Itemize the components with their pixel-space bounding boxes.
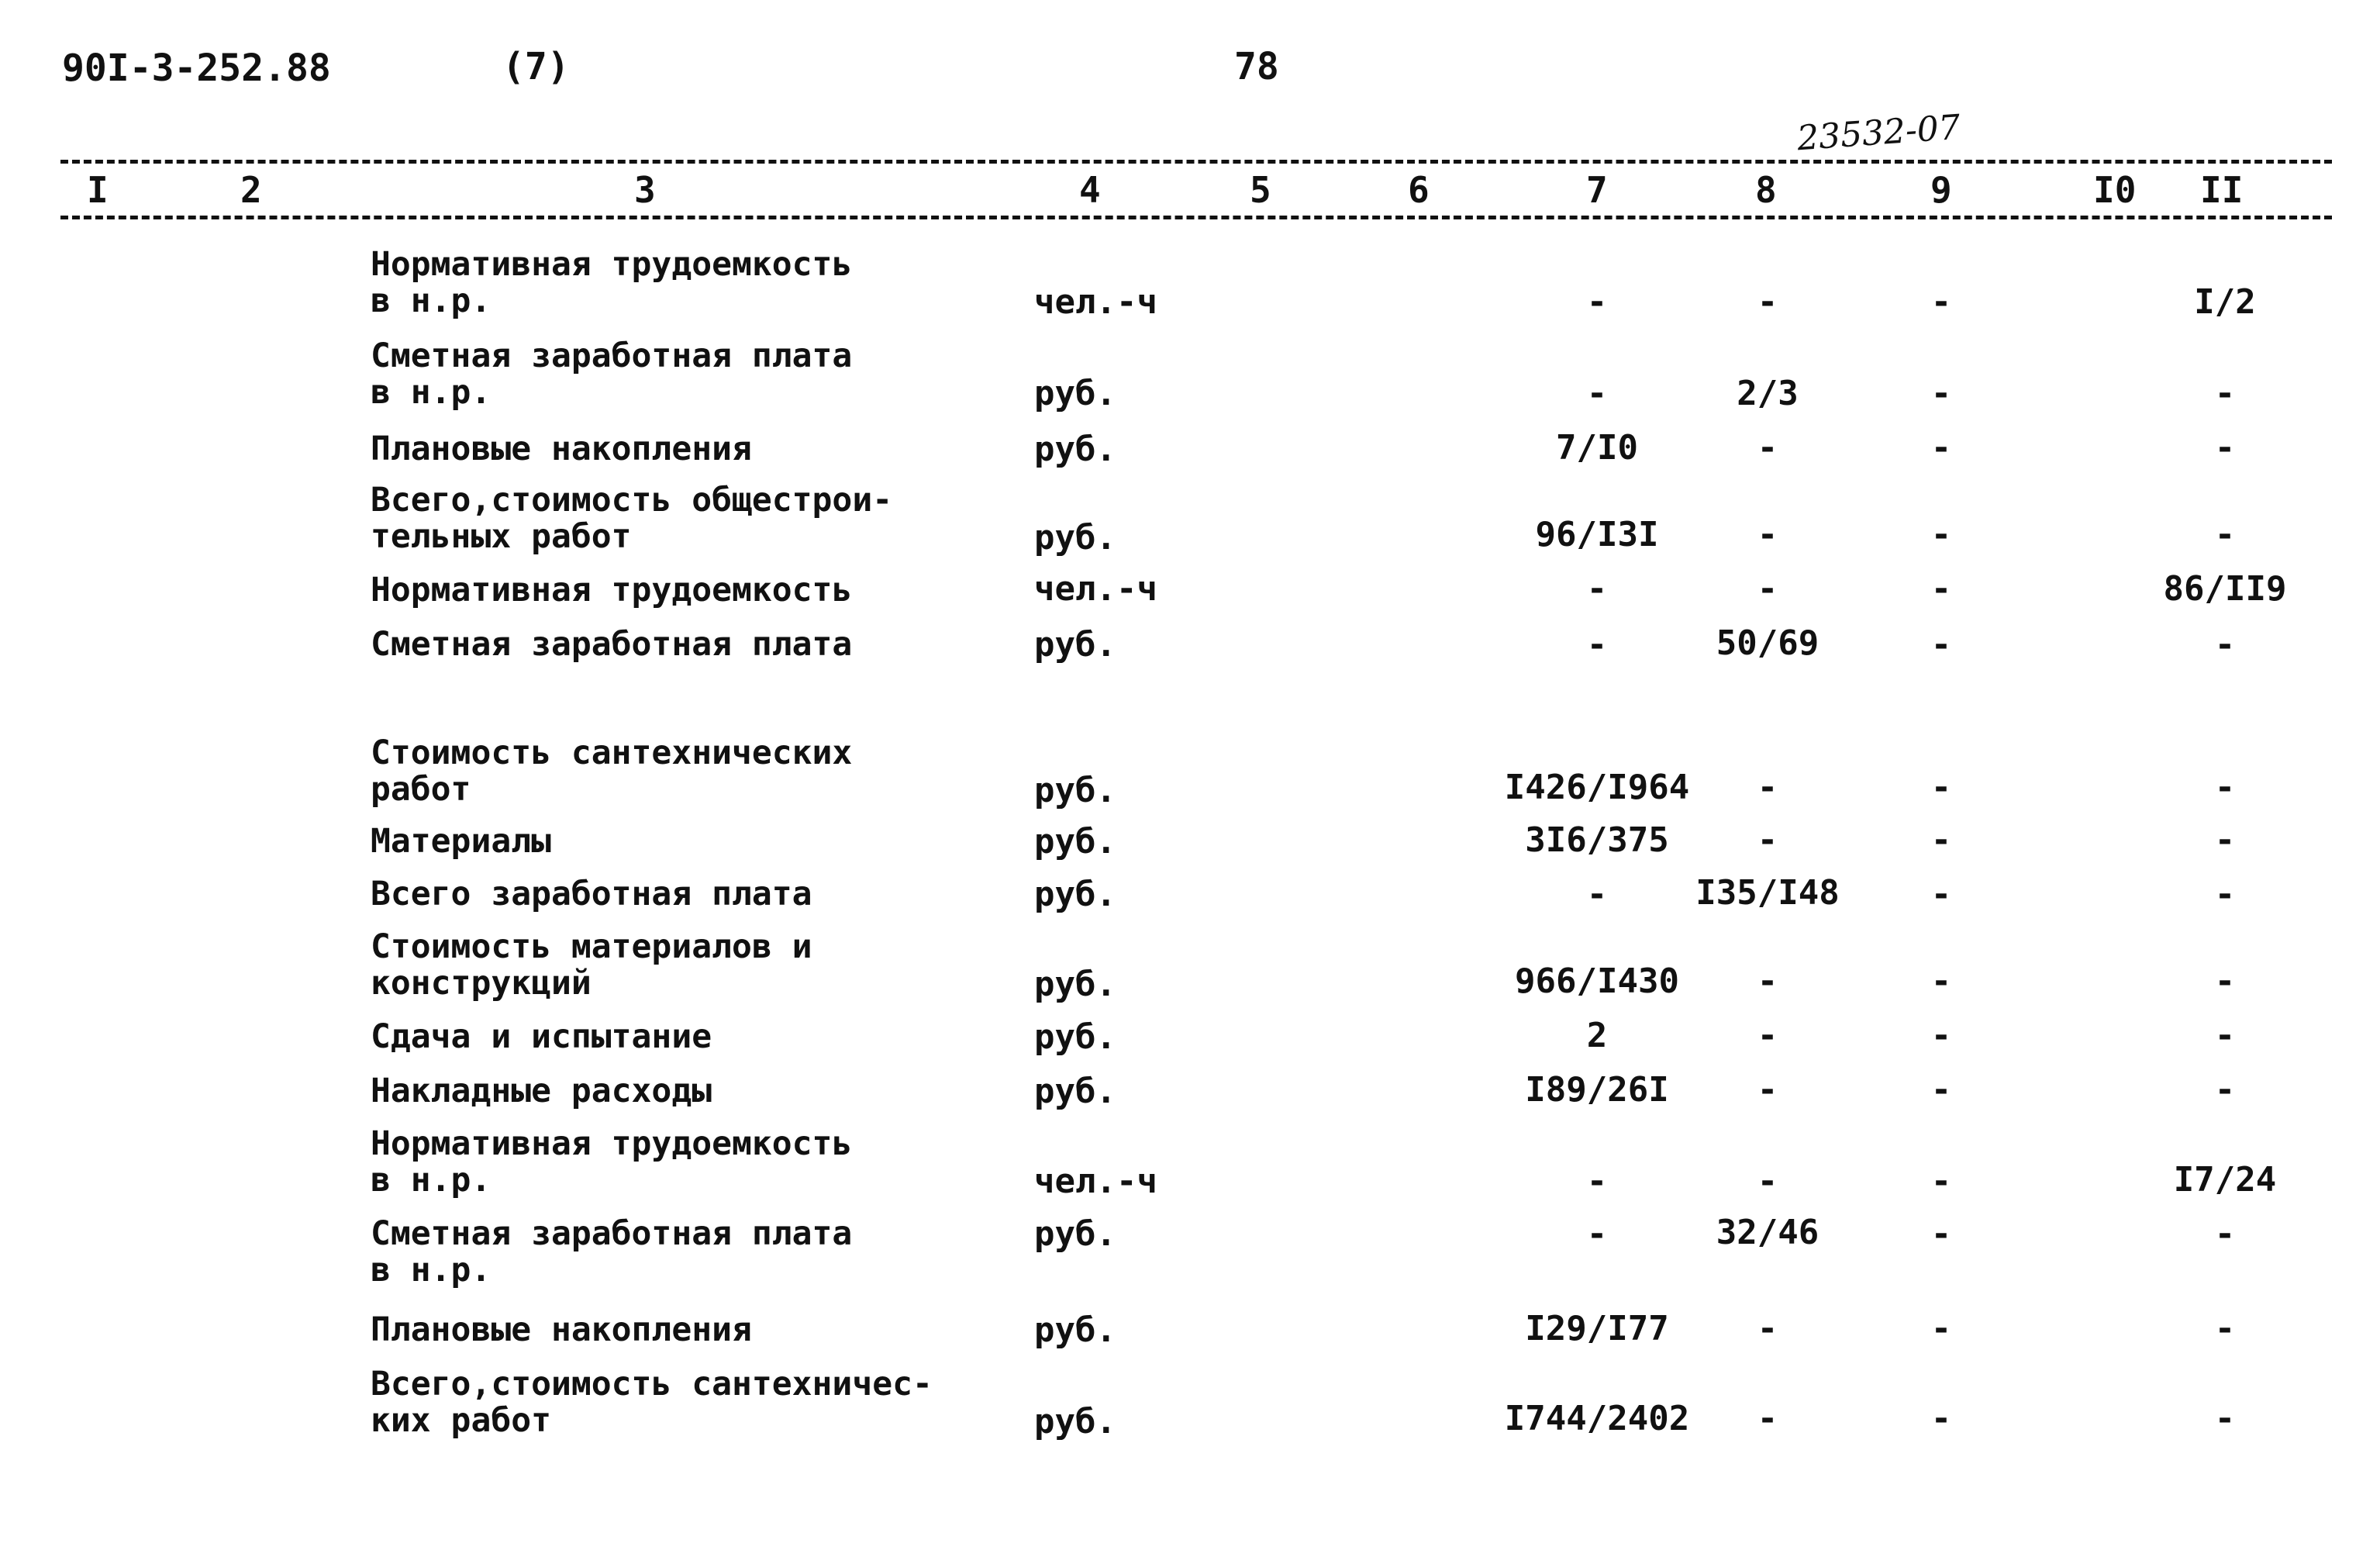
row-value-col9: - <box>1930 1214 1952 1254</box>
row-value-col11: - <box>2214 515 2236 554</box>
row-value-col9: - <box>1930 428 1952 468</box>
row-unit: чел.-ч <box>1034 282 1157 322</box>
row-value-col11: I7/24 <box>2173 1160 2277 1200</box>
row-value-col9: - <box>1930 1016 1952 1055</box>
row-unit: руб. <box>1034 374 1116 413</box>
row-value-col8: - <box>1757 1309 1778 1348</box>
row-unit: руб. <box>1034 518 1116 558</box>
row-value-col11: - <box>2214 961 2236 1001</box>
row-label: Материалы <box>371 822 551 861</box>
row-value-col9: - <box>1930 625 1952 665</box>
row-label: Плановые накопления <box>371 430 752 468</box>
row-value-col9: - <box>1930 1399 1952 1438</box>
row-label: Стоимость материалов и конструкций <box>371 927 812 1003</box>
row-value-col7: I29/I77 <box>1525 1309 1669 1348</box>
row-value-col11: - <box>2214 768 2236 807</box>
column-number-10: I0 <box>2093 169 2137 211</box>
row-value-col11: - <box>2214 1309 2236 1348</box>
row-value-col9: - <box>1930 515 1952 554</box>
row-value-col8: - <box>1757 1016 1778 1055</box>
row-value-col9: - <box>1930 282 1952 322</box>
row-value-col7: 2 <box>1586 1016 1608 1055</box>
row-value-col8: 50/69 <box>1716 623 1819 663</box>
row-value-col11: - <box>2214 625 2236 665</box>
row-unit: руб. <box>1034 625 1116 665</box>
row-value-col11: - <box>2214 428 2236 468</box>
row-value-col9: - <box>1930 820 1952 860</box>
row-value-col9: - <box>1930 961 1952 1001</box>
row-value-col9: - <box>1930 374 1952 413</box>
row-unit: руб. <box>1034 822 1116 861</box>
row-label: Сметная заработная плата <box>371 625 853 664</box>
inventory-number: 23532-07 <box>1795 107 1962 159</box>
row-value-col7: - <box>1586 875 1608 914</box>
page-number: 78 <box>1234 45 1279 88</box>
row-value-col11: - <box>2214 875 2236 914</box>
row-value-col7: - <box>1586 625 1608 665</box>
row-value-col8: - <box>1757 1070 1778 1110</box>
row-value-col9: - <box>1930 768 1952 807</box>
row-label: Всего заработная плата <box>371 875 812 913</box>
row-label: Всего,стоимость общестрои- тельных работ <box>371 481 893 556</box>
column-number-8: 8 <box>1755 169 1777 211</box>
row-value-col7: 7/I0 <box>1556 428 1638 468</box>
row-value-col7: - <box>1586 1162 1608 1201</box>
row-label: Сдача и испытание <box>371 1017 712 1056</box>
row-value-col11: - <box>2214 374 2236 413</box>
row-value-col11: 86/II9 <box>2163 569 2287 609</box>
column-number-5: 5 <box>1250 169 1271 211</box>
row-value-col11: I/2 <box>2194 282 2256 322</box>
row-value-col8: 32/46 <box>1716 1213 1819 1252</box>
row-value-col7: - <box>1586 282 1608 322</box>
row-unit: чел.-ч <box>1034 569 1157 609</box>
row-unit: руб. <box>1034 965 1116 1004</box>
row-value-col9: - <box>1930 569 1952 609</box>
column-number-11: II <box>2200 169 2244 211</box>
row-value-col7: - <box>1586 569 1608 609</box>
document-code: 90I-3-252.88 <box>62 47 331 90</box>
row-value-col11: - <box>2214 1214 2236 1254</box>
row-unit: руб. <box>1034 1402 1116 1441</box>
row-value-col8: I35/I48 <box>1695 873 1840 913</box>
row-label: Сметная заработная плата в н.р. <box>371 1214 853 1289</box>
column-number-6: 6 <box>1408 169 1430 211</box>
row-value-col8: - <box>1757 428 1778 468</box>
row-value-col8: - <box>1757 569 1778 609</box>
row-value-col8: 2/3 <box>1737 374 1799 413</box>
row-label: Нормативная трудоемкость <box>371 571 853 609</box>
row-value-col7: - <box>1586 374 1608 413</box>
row-value-col8: - <box>1757 1162 1778 1201</box>
row-value-col7: - <box>1586 1214 1608 1254</box>
row-unit: руб. <box>1034 771 1116 810</box>
row-label: Накладные расходы <box>371 1072 712 1110</box>
row-value-col8: - <box>1757 961 1778 1001</box>
row-unit: руб. <box>1034 1310 1116 1350</box>
row-label: Нормативная трудоемкость в н.р. <box>371 1124 853 1200</box>
row-label: Нормативная трудоемкость в н.р. <box>371 245 853 320</box>
row-unit: чел.-ч <box>1034 1162 1157 1201</box>
row-value-col7: I744/2402 <box>1504 1399 1690 1438</box>
row-value-col9: - <box>1930 875 1952 914</box>
row-value-col7: 3I6/375 <box>1525 820 1669 860</box>
column-number-9: 9 <box>1930 169 1952 211</box>
row-value-col8: - <box>1757 282 1778 322</box>
row-unit: руб. <box>1034 430 1116 469</box>
row-label: Стоимость сантехнических работ <box>371 734 853 809</box>
column-number-7: 7 <box>1586 169 1608 211</box>
row-value-col11: - <box>2214 1016 2236 1055</box>
row-value-col7: I89/26I <box>1525 1070 1669 1110</box>
row-value-col11: - <box>2214 1399 2236 1438</box>
row-value-col7: I426/I964 <box>1504 768 1690 807</box>
column-number-4: 4 <box>1079 169 1101 211</box>
row-value-col8: - <box>1757 515 1778 554</box>
row-value-col9: - <box>1930 1309 1952 1348</box>
row-label: Всего,стоимость сантехничес- ких работ <box>371 1365 933 1440</box>
row-unit: руб. <box>1034 1017 1116 1057</box>
row-value-col7: 966/I430 <box>1515 961 1679 1001</box>
row-unit: руб. <box>1034 1072 1116 1111</box>
row-value-col8: - <box>1757 1399 1778 1438</box>
row-value-col9: - <box>1930 1070 1952 1110</box>
row-unit: руб. <box>1034 1214 1116 1254</box>
column-number-3: 3 <box>634 169 656 211</box>
sheet-number: (7) <box>502 45 570 88</box>
row-value-col8: - <box>1757 820 1778 860</box>
row-value-col11: - <box>2214 820 2236 860</box>
row-label: Плановые накопления <box>371 1310 752 1349</box>
row-unit: руб. <box>1034 875 1116 914</box>
column-number-2: 2 <box>240 169 262 211</box>
row-label: Сметная заработная плата в н.р. <box>371 337 853 412</box>
column-number-1: I <box>87 169 109 211</box>
row-value-col8: - <box>1757 768 1778 807</box>
row-value-col7: 96/I3I <box>1535 515 1659 554</box>
row-value-col11: - <box>2214 1070 2236 1110</box>
row-value-col9: - <box>1930 1162 1952 1201</box>
